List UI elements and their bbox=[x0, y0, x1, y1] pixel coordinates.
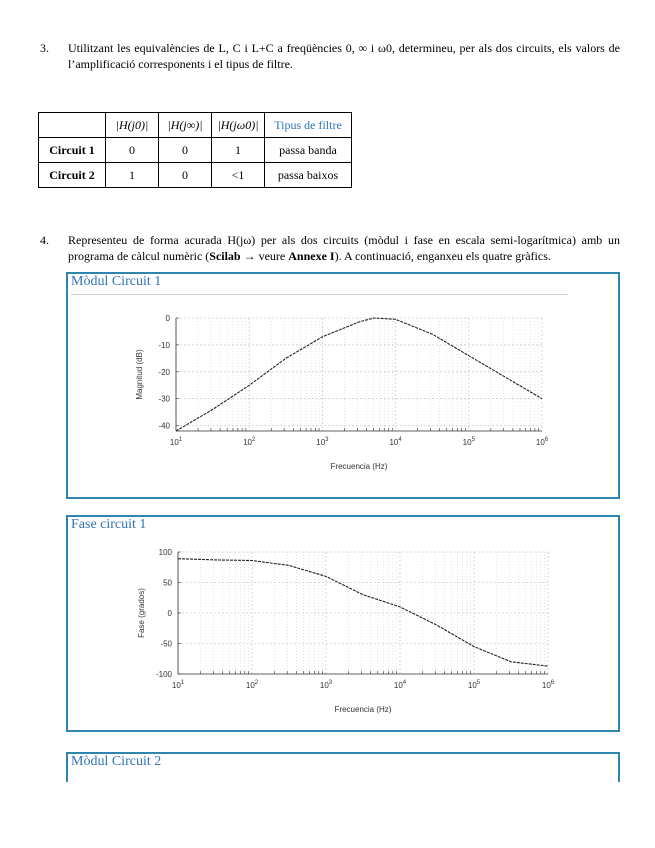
question-text bbox=[68, 232, 620, 264]
frame-fase-circuit-1 bbox=[66, 515, 620, 732]
x-tick-exponent: 3 bbox=[328, 680, 333, 686]
frame-modul-circuit-2 bbox=[66, 752, 620, 782]
row-label: Circuit 1 bbox=[39, 138, 106, 163]
y-tick-label: -30 bbox=[158, 394, 170, 404]
question-number: 3. bbox=[40, 41, 49, 55]
y-tick-label: 100 bbox=[158, 548, 172, 557]
series-line bbox=[178, 559, 548, 666]
table-row bbox=[39, 163, 352, 188]
x-tick-label: $10^6$ bbox=[541, 680, 555, 690]
x-tick-exponent: 5 bbox=[476, 680, 481, 686]
series-line bbox=[176, 318, 542, 431]
table-cell: 0 bbox=[106, 138, 159, 163]
x-axis-label: Frecuencia (Hz) bbox=[334, 705, 392, 714]
x-tick-exponent: 1 bbox=[178, 437, 183, 443]
x-tick-exponent: 4 bbox=[402, 680, 407, 686]
table-header-cell: |H(j0)| bbox=[106, 113, 159, 138]
x-tick-label: $10^3$ bbox=[319, 680, 333, 690]
x-tick-label: $10^5$ bbox=[467, 680, 481, 690]
table-header-cell: |H(jω0)| bbox=[212, 113, 265, 138]
x-tick-label: $10^2$ bbox=[243, 437, 256, 447]
x-tick-exponent: 4 bbox=[398, 437, 402, 443]
x-tick-label: $10^1$ bbox=[169, 437, 183, 447]
table-cell: 1 bbox=[212, 138, 265, 163]
x-tick-label: $10^3$ bbox=[316, 437, 329, 447]
table-cell: 1 bbox=[106, 163, 159, 188]
x-tick-exponent: 6 bbox=[544, 437, 549, 443]
y-tick-label: -20 bbox=[158, 367, 170, 377]
x-tick-label: $10^1$ bbox=[171, 680, 185, 690]
x-tick-label: $10^4$ bbox=[389, 437, 402, 447]
x-tick-exponent: 3 bbox=[325, 437, 329, 443]
row-label: Circuit 2 bbox=[39, 163, 106, 188]
y-tick-label: 0 bbox=[165, 314, 170, 323]
x-tick-exponent: 5 bbox=[471, 437, 475, 443]
results-table bbox=[38, 112, 352, 188]
fase-chart bbox=[68, 517, 618, 730]
x-tick-exponent: 2 bbox=[254, 680, 259, 686]
x-tick-exponent: 6 bbox=[550, 680, 555, 686]
modul-chart bbox=[68, 274, 618, 497]
y-tick-label: 0 bbox=[167, 609, 172, 618]
y-axis-label: Fase (grados) bbox=[137, 588, 146, 638]
table-cell: passa baixos bbox=[265, 163, 352, 188]
text-bold: Annexe I bbox=[288, 249, 335, 263]
y-tick-label: -100 bbox=[155, 670, 172, 679]
text-part: → veure bbox=[240, 249, 289, 263]
y-tick-label: -10 bbox=[158, 340, 170, 350]
table-header-row bbox=[39, 113, 352, 138]
table-cell: passa banda bbox=[265, 138, 352, 163]
y-axis-label: Magnitud (dB) bbox=[135, 349, 144, 400]
text-part: ). A continuació, enganxeu els quatre gràfics. bbox=[334, 249, 551, 263]
table-cell: 0 bbox=[159, 138, 212, 163]
table-cell: <1 bbox=[212, 163, 265, 188]
question-number: 4. bbox=[40, 233, 49, 247]
frame-modul-circuit-1 bbox=[66, 272, 620, 499]
question-3 bbox=[40, 40, 620, 74]
question-text: Utilitzant les equivalències de L, C i L+C a freqüències 0, ∞ i ω0, determineu, per als dos circuits, els valors de l’amplificació corresponents i el tipus de filtre. bbox=[68, 41, 620, 71]
y-tick-label: 50 bbox=[163, 578, 172, 588]
frame-title: Mòdul Circuit 1 bbox=[71, 274, 162, 289]
x-tick-label: $10^6$ bbox=[535, 437, 549, 447]
y-tick-label: -50 bbox=[160, 639, 172, 649]
table-header-cell bbox=[39, 113, 106, 138]
x-tick-exponent: 1 bbox=[180, 680, 185, 686]
y-tick-label: -40 bbox=[158, 421, 170, 431]
x-tick-label: $10^4$ bbox=[393, 680, 407, 690]
text-part: Representeu de forma acurada H(jω) per als dos circuits (mòdul i fase en escala semi-logarítmica) amb un programa de càlcul numèric ( bbox=[68, 233, 620, 263]
x-tick-exponent: 2 bbox=[251, 437, 256, 443]
table-header-cell: Tipus de filtre bbox=[265, 113, 352, 138]
x-axis-label: Frecuencia (Hz) bbox=[330, 462, 388, 471]
table-row bbox=[39, 138, 352, 163]
x-tick-label: $10^5$ bbox=[462, 437, 475, 447]
table-cell: 0 bbox=[159, 163, 212, 188]
x-tick-label: $10^2$ bbox=[245, 680, 259, 690]
frame-title: Fase circuit 1 bbox=[71, 517, 147, 532]
question-4 bbox=[40, 232, 620, 266]
text-bold: Scilab bbox=[209, 249, 241, 263]
table-header-cell: |H(j∞)| bbox=[159, 113, 212, 138]
frame-title: Mòdul Circuit 2 bbox=[71, 754, 162, 769]
